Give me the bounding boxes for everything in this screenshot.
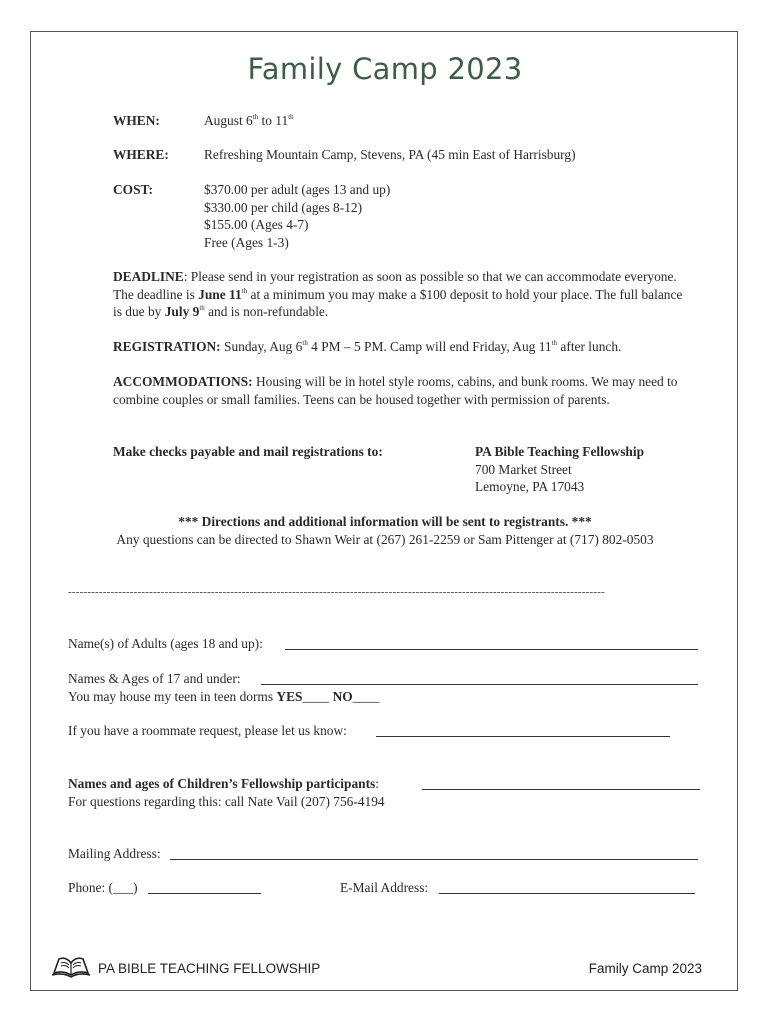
email-label: E-Mail Address:	[340, 880, 429, 895]
children-field[interactable]	[422, 789, 700, 790]
checks-label: Make checks payable and mail registrations to:	[113, 444, 383, 459]
deadline-paragraph: DEADLINE: Please send in your registration as soon as possible so that we can accommodate everyone. The deadline is June 11th at a minimum you may make a $100 deposit to hold your place. The full balance is due by July 9th and is non-refundable.	[113, 269, 683, 319]
cost-label: COST:	[113, 182, 153, 197]
yes-blank[interactable]: ____	[302, 688, 330, 704]
children-label: Names and ages of Children’s Fellowship participants:	[68, 776, 379, 791]
page-title: Family Camp 2023	[247, 52, 523, 86]
footer-title: Family Camp 2023	[588, 961, 702, 976]
where-value: Refreshing Mountain Camp, Stevens, PA (45 min East of Harrisburg)	[204, 147, 576, 162]
teen-dorm-line: You may house my teen in teen dorms YES____ NO____	[68, 688, 380, 704]
adults-label: Name(s) of Adults (ages 18 and up):	[68, 636, 263, 651]
yes-option[interactable]: YES	[276, 688, 303, 704]
no-blank[interactable]: ____	[352, 688, 380, 704]
directions-note: *** Directions and additional information will be sent to registrants. ***	[178, 514, 592, 529]
when-value: August 6th to 11th	[204, 113, 294, 128]
mail-city: Lemoyne, PA 17043	[475, 479, 585, 494]
under17-field[interactable]	[261, 684, 698, 685]
mailing-field[interactable]	[170, 859, 698, 860]
no-option[interactable]: NO	[332, 688, 353, 704]
cost-adult: $370.00 per adult (ages 13 and up)	[204, 182, 391, 197]
footer-org: PA BIBLE TEACHING FELLOWSHIP	[98, 961, 321, 976]
open-book-icon	[52, 953, 90, 984]
adults-field[interactable]	[285, 649, 698, 650]
roommate-label: If you have a roommate request, please let us know:	[68, 723, 347, 738]
roommate-field[interactable]	[376, 736, 670, 737]
when-label: WHEN:	[113, 113, 160, 128]
children-questions: For questions regarding this: call Nate Vail (207) 756-4194	[68, 793, 385, 809]
questions-note: Any questions can be directed to Shawn Weir at (267) 261-2259 or Sam Pittenger at (717) 802-0503	[116, 531, 654, 547]
cut-line: -------------------------------------------------------------------------------------------------------------------------------------------	[68, 586, 605, 598]
footer-brand	[52, 953, 320, 984]
cost-ages-1-3: Free (Ages 1-3)	[204, 234, 289, 250]
under17-label: Names & Ages of 17 and under:	[68, 671, 241, 686]
mail-street: 700 Market Street	[475, 461, 572, 477]
phone-field[interactable]	[148, 893, 261, 894]
email-field[interactable]	[439, 893, 695, 894]
cost-child: $330.00 per child (ages 8-12)	[204, 199, 363, 215]
cost-ages-4-7: $155.00 (Ages 4-7)	[204, 217, 309, 232]
mailing-label: Mailing Address:	[68, 846, 161, 861]
accommodations-paragraph: ACCOMMODATIONS: Housing will be in hotel style rooms, cabins, and bunk rooms. We may need to combine couples or small families. Teens can be housed together with permission of parents.	[113, 374, 678, 407]
registration-paragraph: REGISTRATION: Sunday, Aug 6th 4 PM – 5 PM. Camp will end Friday, Aug 11th after lunch.	[113, 339, 622, 354]
mail-org: PA Bible Teaching Fellowship	[475, 444, 645, 459]
where-label: WHERE:	[113, 147, 169, 162]
phone-label: Phone: (___)	[68, 880, 138, 895]
